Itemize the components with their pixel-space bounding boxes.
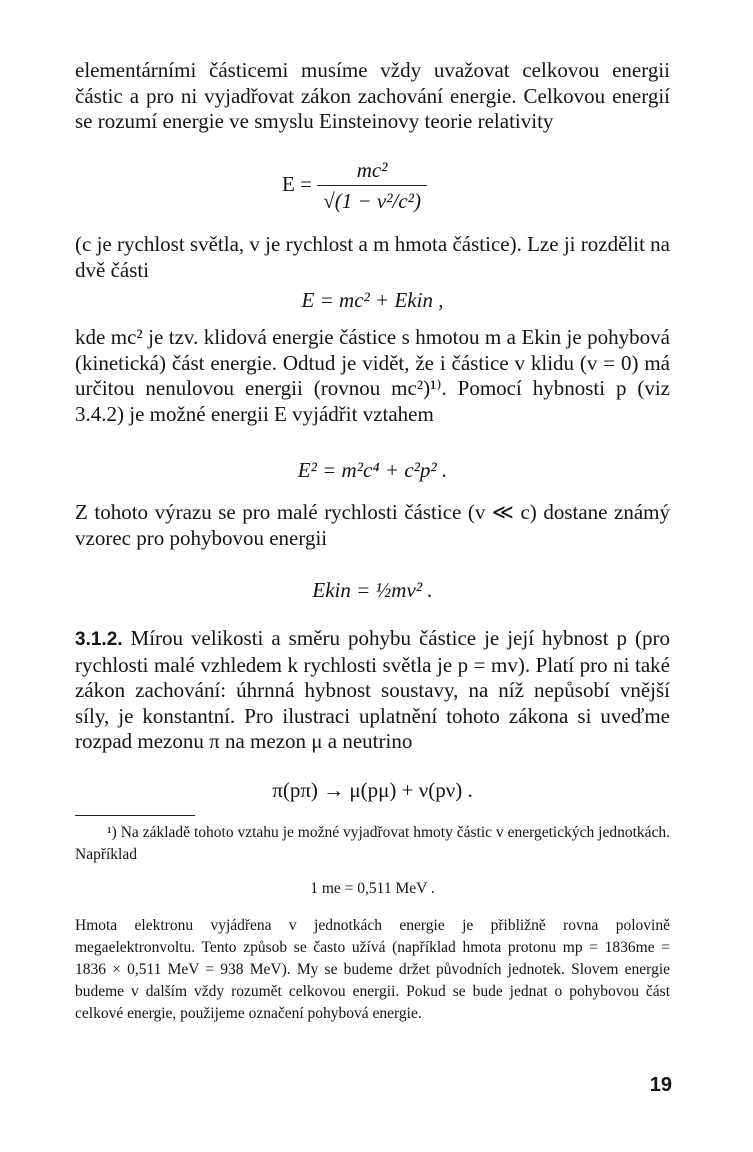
equation-kinetic-energy: Ekin = ½mv² . — [312, 578, 433, 602]
paragraph-1: elementárními částicemi musíme vždy uvažovat celkovou energii částic a pro ni vyjadřovat zákon zachování energie. Celkovou energií se rozumí energie ve smyslu Einsteinovy teorie relativity — [75, 58, 670, 133]
eq1-numerator: mc² — [317, 158, 427, 186]
eq1-fraction — [317, 158, 427, 214]
equation-einstein-energy — [75, 158, 670, 214]
eq1-lhs: E = — [282, 171, 312, 196]
footnote-intro-text: Na základě tohoto vztahu je možné vyjadřovat hmoty částic v energetických jednotkách. Například — [75, 824, 671, 863]
page-number: 19 — [649, 1074, 672, 1096]
footnote-rule — [75, 815, 195, 816]
footnote-intro — [75, 822, 670, 866]
footnote-marker: ¹) — [107, 824, 117, 841]
equation-energy-momentum: E² = m²c⁴ + c²p² . — [297, 458, 448, 482]
paragraph-4: Z tohoto výrazu se pro malé rychlosti částice (v ≪ c) dostane známý vzorec pro pohybovou energii — [75, 500, 670, 550]
footnote-body: Hmota elektronu vyjádřena v jednotkách energie je přibližně rovna polovině megaelektronvoltu. Tento způsob se často užívá (například hmota protonu mp = 1836me = 1836 × 0,511 MeV = 938 MeV). My se budeme držet původních jednotek. Slovem energie budeme v dalším vždy rozumět celkovou energii. Pokud se bude jednat o pohybovou část celkové energie, použijeme označení pohybová energie. — [75, 917, 670, 1022]
equation-pion-decay: π(pπ) → μ(pμ) + ν(pν) . — [272, 778, 473, 802]
footnote-equation: 1 me = 0,511 MeV . — [310, 880, 435, 897]
paragraph-3: kde mc² je tzv. klidová energie částice s hmotou m a Ekin je pohybová (kinetická) část energie. Odtud je vidět, že i částice v klidu (v = 0) má určitou nenulovou energii (rovnou mc²)¹⁾. Pomocí hybnosti p (viz 3.4.2) je možné energii E vyjádřit vztahem — [75, 325, 670, 426]
equation-energy-split: E = mc² + Ekin , — [301, 288, 444, 312]
paragraph-2: (c je rychlost světla, v je rychlost a m hmota částice). Lze ji rozdělit na dvě části — [75, 232, 670, 282]
eq1-denominator: √(1 − v²/c²) — [323, 189, 421, 213]
paragraph-5 — [75, 626, 670, 755]
paragraph-5-text: Mírou velikosti a směru pohybu částice je její hybnost p (pro rychlosti malé vzhledem k rychlosti světla je p = mv). Platí pro ni také zákon zachování: úhrnná hybnost soustavy, na níž nepůsobí vnější síly, je konstantní. Pro ilustraci uplatnění tohoto zákona si uveďme rozpad mezonu π na mezon μ a neutrino — [75, 626, 671, 753]
section-number: 3.1.2. — [75, 629, 123, 650]
